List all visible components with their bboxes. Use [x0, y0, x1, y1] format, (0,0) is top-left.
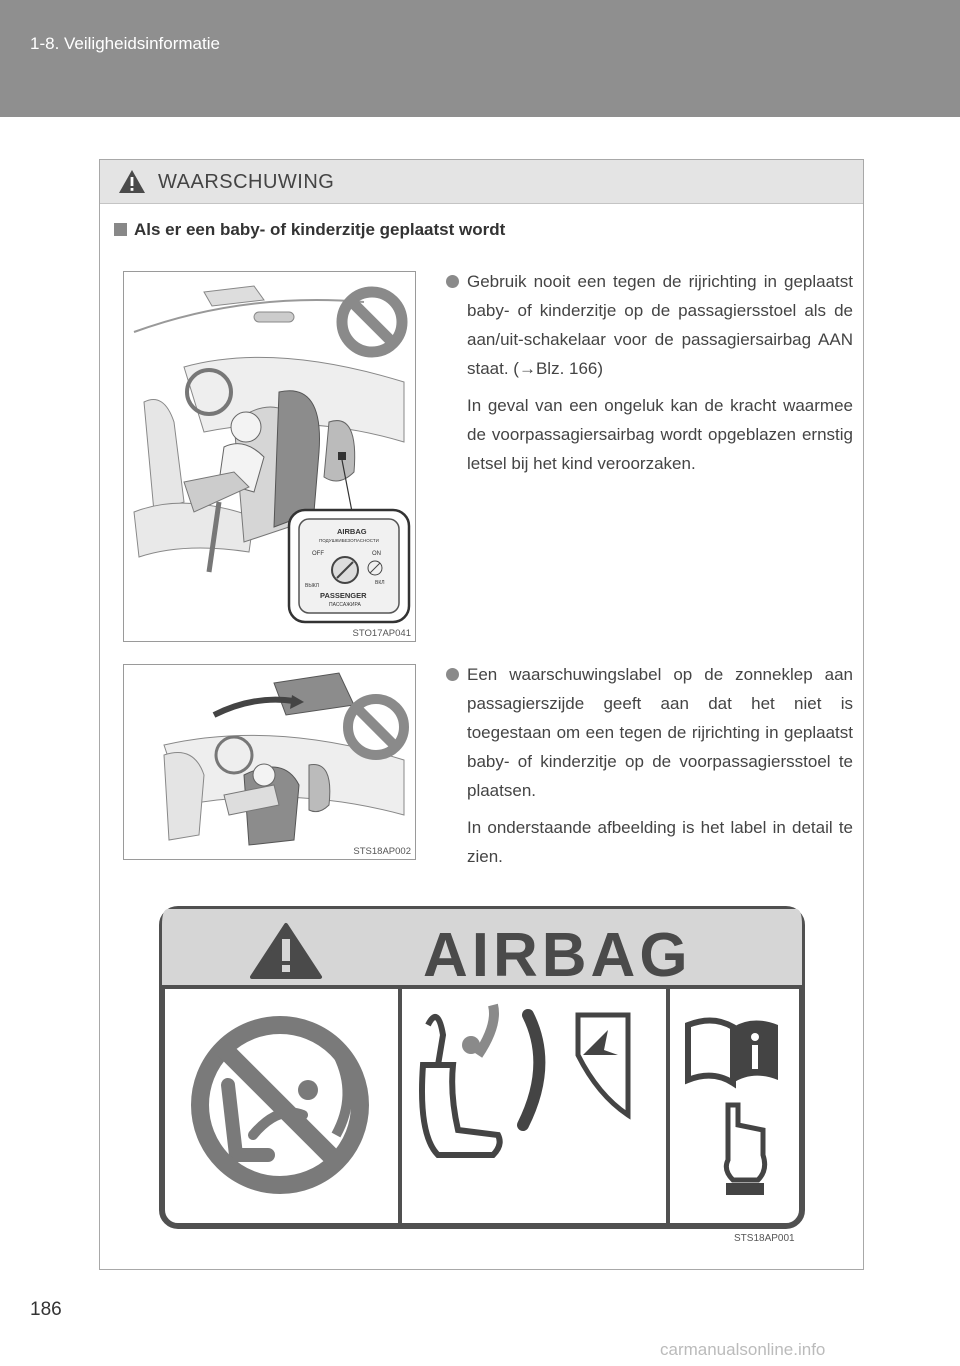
svg-text:OFF: OFF	[312, 551, 324, 557]
paragraph-block-2	[467, 660, 853, 871]
page-header	[0, 0, 960, 117]
section-heading: Als er een baby- of kinderzitje geplaatst wordt	[114, 220, 505, 240]
svg-text:PASSENGER: PASSENGER	[320, 591, 367, 600]
svg-text:ПАССАЖИРА: ПАССАЖИРА	[329, 602, 361, 608]
figure-sun-visor-label	[123, 664, 416, 860]
square-bullet-icon	[114, 223, 127, 236]
figure-code: STO17AP041	[352, 628, 411, 639]
svg-text:ВЫКЛ: ВЫКЛ	[305, 583, 319, 589]
svg-text:ПОДУШКИБЕЗОПАСНОСТИ: ПОДУШКИБЕЗОПАСНОСТИ	[319, 538, 379, 543]
figure-car-interior-switch	[123, 271, 416, 642]
page-number: 186	[30, 1299, 62, 1320]
svg-text:ВКЛ: ВКЛ	[375, 580, 385, 586]
warning-title: WAARSCHUWING	[158, 171, 335, 193]
round-bullet-icon	[446, 668, 459, 681]
svg-text:ON: ON	[372, 551, 381, 557]
warning-box	[99, 159, 864, 1270]
airbag-switch-labels	[124, 272, 415, 641]
svg-text:AIRBAG: AIRBAG	[337, 527, 367, 536]
warning-triangle-icon	[118, 169, 146, 194]
label-title: AIRBAG	[423, 921, 692, 990]
sun-visor-illustration	[124, 665, 415, 859]
watermark: carmanualsonline.info	[660, 1340, 826, 1359]
airbag-warning-label	[158, 905, 806, 1230]
paragraph-text: Een waarschuwingslabel op de zonneklep aan passagierszijde geeft aan dat het niet is toegestaan om een tegen de rijrichting in geplaatst baby- of kinderzitje op de voorpassagiersstoel te plaatsen.	[467, 665, 853, 800]
figure-code: STS18AP001	[734, 1233, 795, 1244]
round-bullet-icon	[446, 275, 459, 288]
section-title: 1-8. Veiligheidsinformatie	[30, 34, 220, 53]
paragraph-text: In onderstaande afbeelding is het label in detail te zien.	[467, 818, 853, 866]
figure-code: STS18AP002	[353, 846, 411, 857]
paragraph-text: Gebruik nooit een tegen de rijrichting in geplaatst baby- of kinderzitje op de passagiersstoel als de aan/uit-schakelaar voor de passagiersairbag AAN staat. (→Blz. 166)	[467, 272, 853, 378]
warning-header	[100, 160, 863, 204]
paragraph-block-1	[467, 267, 853, 478]
paragraph-text: In geval van een ongeluk kan de kracht waarmee de voorpassagiersairbag wordt opgeblazen ernstig letsel bij het kind veroorzaken.	[467, 396, 853, 473]
